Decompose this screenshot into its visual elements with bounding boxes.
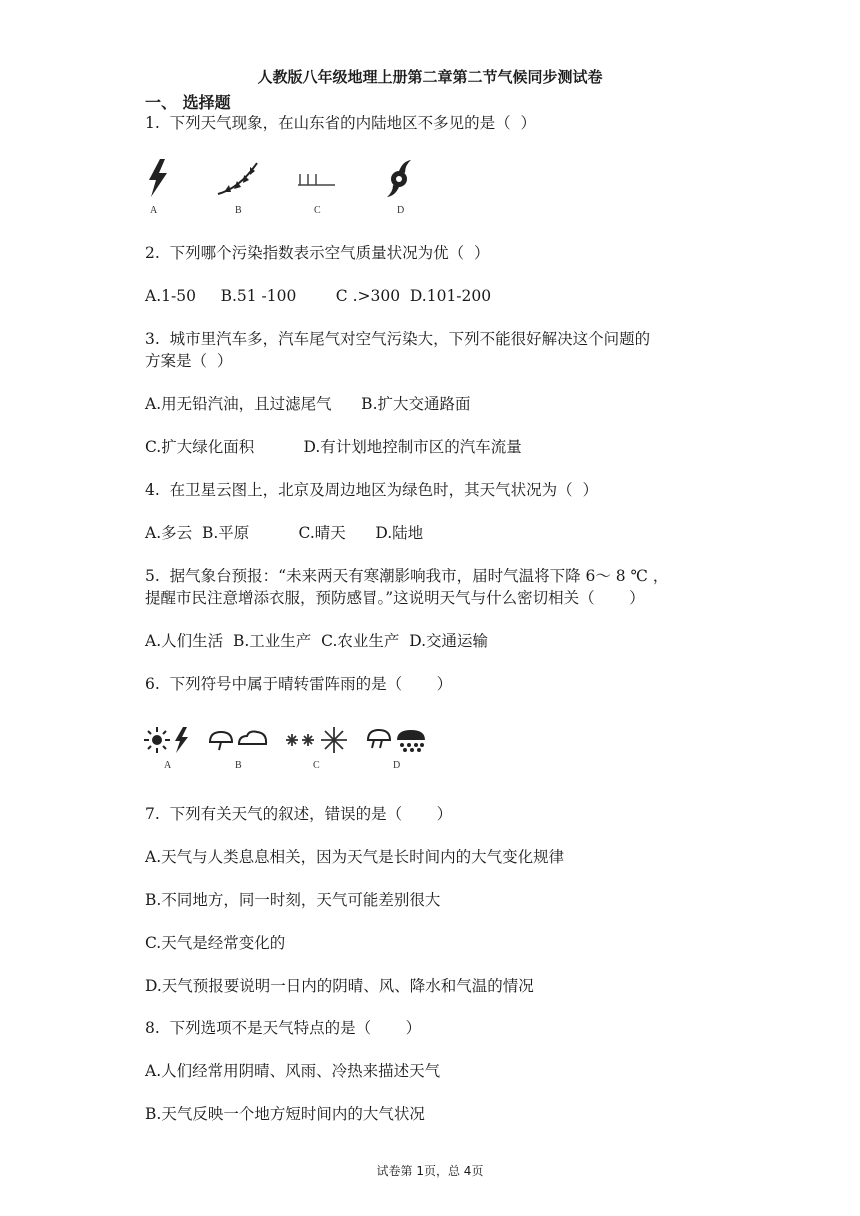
q6-label-b: B	[235, 760, 242, 771]
q1-label-c: C	[314, 205, 321, 216]
question-3-options-2: C.扩大绿化面积 D.有计划地控制市区的汽车流量	[145, 438, 522, 456]
question-7-option-a: A.天气与人类息息相关，因为天气是长时间内的大气变化规律	[145, 848, 565, 866]
q6-label-a: A	[164, 760, 172, 771]
rain-shower-icon	[365, 726, 429, 752]
question-1: 1. 下列天气现象，在山东省的内陆地区不多见的是（ ）	[145, 114, 536, 132]
wind-symbol-icon	[295, 165, 340, 190]
q6-label-c: C	[313, 760, 320, 771]
cloudy-rain-icon	[207, 728, 269, 752]
question-7-option-d: D.天气预报要说明一日内的阴晴、风、降水和气温的情况	[145, 977, 534, 995]
question-8-option-b: B.天气反映一个地方短时间内的大气状况	[145, 1105, 425, 1123]
question-7: 7. 下列有关天气的叙述，错误的是（ ）	[145, 805, 453, 823]
question-7-option-b: B.不同地方，同一时刻，天气可能差别很大	[145, 891, 441, 909]
sunny-thunderstorm-icon	[143, 725, 193, 755]
snow-icon	[283, 725, 353, 755]
question-8: 8. 下列选项不是天气特点的是（ ）	[145, 1019, 422, 1037]
question-5-line-1: 5. 据气象台预报：“未来两天有寒潮影响我市，届时气温将下降 6～ 8 ℃ ，	[145, 567, 669, 585]
q1-label-b: B	[235, 205, 242, 216]
question-5-options: A.人们生活 B.工业生产 C.农业生产 D.交通运输	[145, 632, 489, 650]
q1-label-d: D	[397, 205, 405, 216]
question-6: 6. 下列符号中属于晴转雷阵雨的是（ ）	[145, 675, 453, 693]
section-heading: 一、 选择题	[145, 93, 231, 112]
lightning-icon	[143, 158, 173, 198]
page-footer: 试卷第 1页，总 4页	[376, 1164, 484, 1178]
question-3-line-1: 3. 城市里汽车多，汽车尾气对空气污染大，下列不能很好解决这个问题的	[145, 330, 651, 348]
question-4-options: A.多云 B.平原 C.晴天 D.陆地	[145, 524, 424, 542]
question-8-option-a: A.人们经常用阴晴、风雨、冷热来描述天气	[145, 1062, 441, 1080]
cold-front-icon	[215, 158, 265, 198]
question-2: 2. 下列哪个污染指数表示空气质量状况为优（ ）	[145, 244, 490, 262]
q6-label-d: D	[393, 760, 401, 771]
question-4: 4. 在卫星云图上，北京及周边地区为绿色时，其天气状况为（ ）	[145, 481, 598, 499]
question-3-options-1: A.用无铅汽油，且过滤尾气 B.扩大交通路面	[145, 395, 471, 413]
question-5-line-2: 提醒市民注意增添衣服，预防感冒。”这说明天气与什么密切相关（ ）	[145, 589, 645, 607]
page-title: 人教版八年级地理上册第二章第二节气候同步测试卷	[257, 68, 603, 86]
q1-label-a: A	[150, 205, 158, 216]
typhoon-icon	[385, 158, 415, 198]
question-7-option-c: C.天气是经常变化的	[145, 934, 286, 952]
question-3-line-2: 方案是（ ）	[145, 352, 233, 370]
question-2-options: A.1-50 B.51 -100 C .>300 D.101-200	[145, 287, 492, 305]
